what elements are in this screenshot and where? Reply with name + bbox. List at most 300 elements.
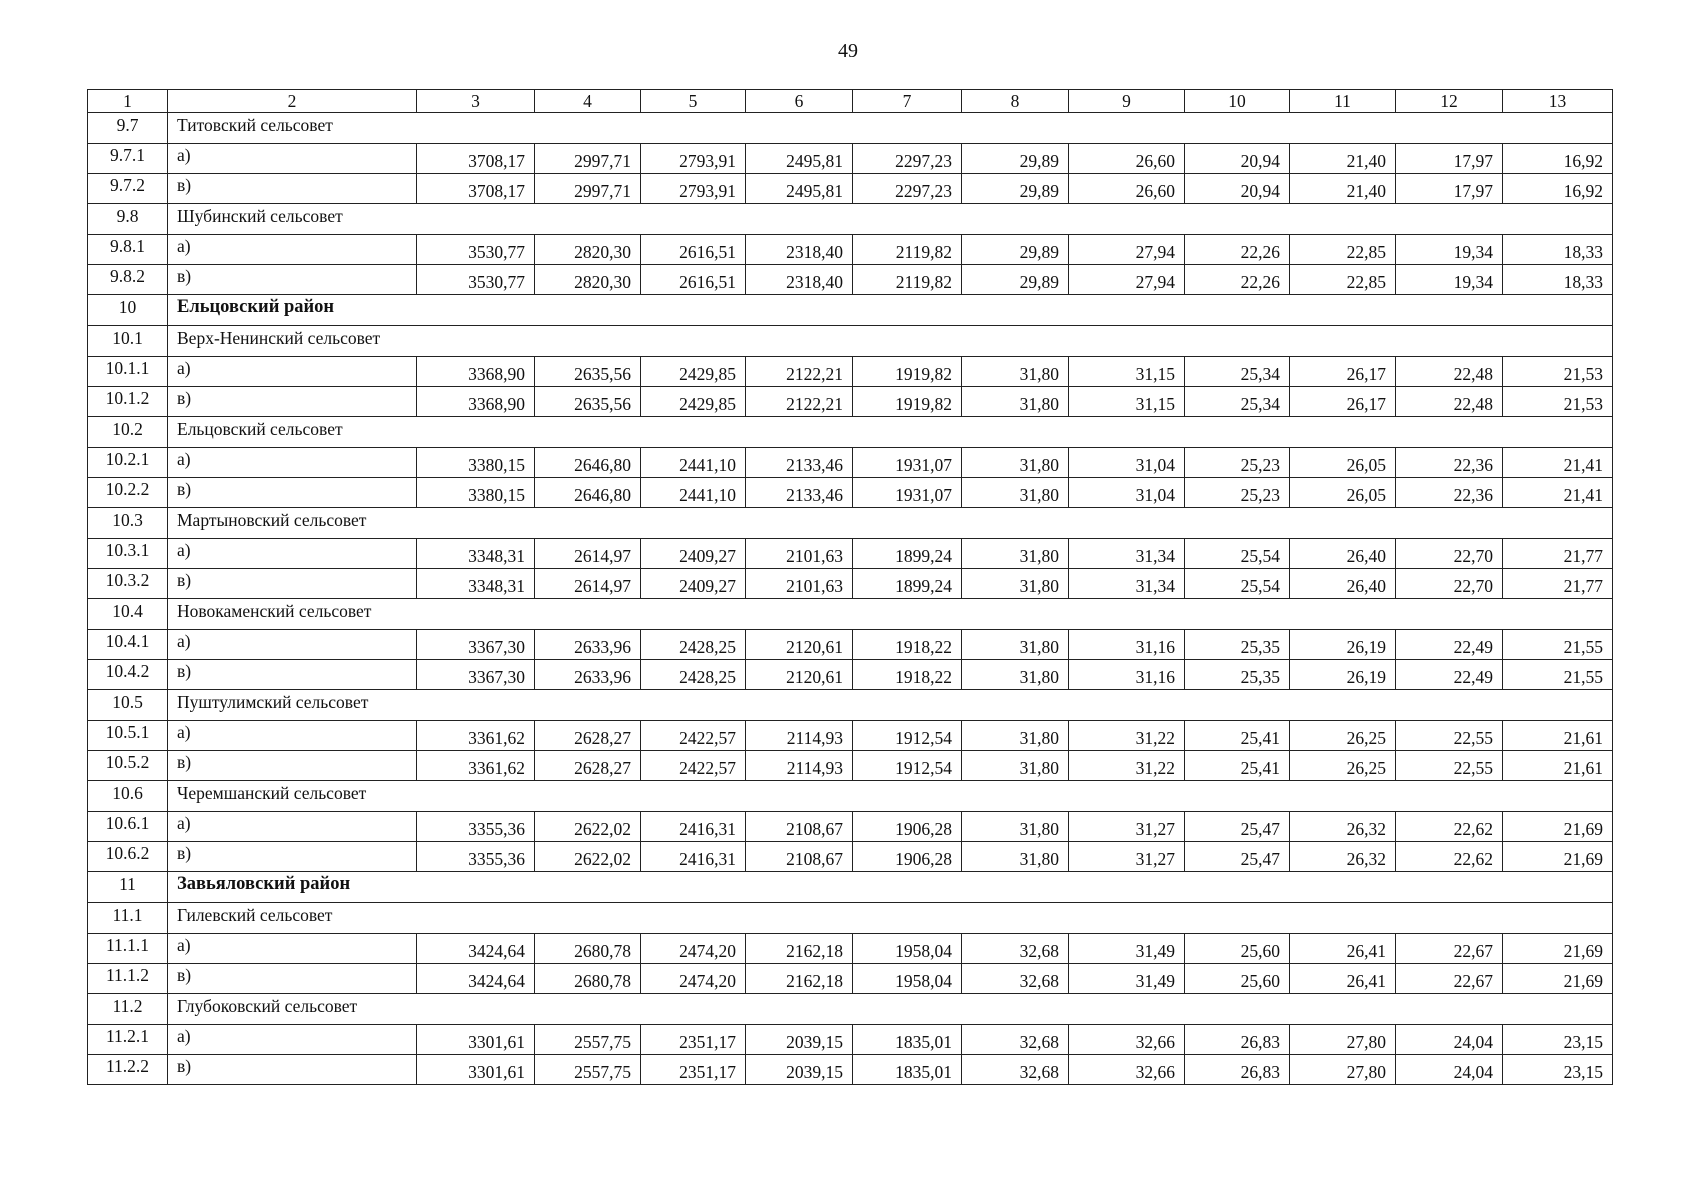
row-label: а) bbox=[168, 235, 417, 265]
table-cell: 1958,04 bbox=[853, 964, 962, 994]
table-cell: 31,49 bbox=[1069, 934, 1185, 964]
table-cell: 2820,30 bbox=[535, 235, 641, 265]
section-name: Шубинский сельсовет bbox=[168, 204, 1613, 235]
table-cell: 29,89 bbox=[962, 144, 1069, 174]
table-cell: 32,66 bbox=[1069, 1055, 1185, 1085]
table-cell: 2429,85 bbox=[641, 357, 746, 387]
table-cell: 16,92 bbox=[1503, 144, 1613, 174]
table-cell: 3355,36 bbox=[417, 812, 535, 842]
table-cell: 3348,31 bbox=[417, 569, 535, 599]
table-cell: 21,55 bbox=[1503, 660, 1613, 690]
table-cell: 2409,27 bbox=[641, 539, 746, 569]
table-cell: 31,04 bbox=[1069, 448, 1185, 478]
row-label: а) bbox=[168, 1025, 417, 1055]
table-cell: 2614,97 bbox=[535, 539, 641, 569]
table-cell: 3355,36 bbox=[417, 842, 535, 872]
table-cell: 27,94 bbox=[1069, 235, 1185, 265]
table-cell: 2119,82 bbox=[853, 265, 962, 295]
table-cell: 23,15 bbox=[1503, 1055, 1613, 1085]
table-cell: 2628,27 bbox=[535, 751, 641, 781]
table-cell: 1835,01 bbox=[853, 1055, 962, 1085]
table-cell: 22,85 bbox=[1290, 265, 1396, 295]
table-cell: 2422,57 bbox=[641, 721, 746, 751]
row-label: в) bbox=[168, 964, 417, 994]
table-cell: 21,53 bbox=[1503, 387, 1613, 417]
column-header: 10 bbox=[1185, 90, 1290, 113]
section-name: Верх-Ненинский сельсовет bbox=[168, 326, 1613, 357]
section-row bbox=[88, 508, 1613, 539]
table-cell: 1912,54 bbox=[853, 721, 962, 751]
table-cell: 3424,64 bbox=[417, 934, 535, 964]
table-row bbox=[88, 478, 1613, 508]
table-cell: 1912,54 bbox=[853, 751, 962, 781]
row-code: 10.4 bbox=[88, 599, 168, 630]
table-cell: 2133,46 bbox=[746, 448, 853, 478]
table-row bbox=[88, 357, 1613, 387]
section-name: Мартыновский сельсовет bbox=[168, 508, 1613, 539]
table-cell: 31,16 bbox=[1069, 660, 1185, 690]
table-row bbox=[88, 660, 1613, 690]
table-row bbox=[88, 448, 1613, 478]
table-cell: 27,80 bbox=[1290, 1055, 1396, 1085]
section-name: Титовский сельсовет bbox=[168, 113, 1613, 144]
table-cell: 2793,91 bbox=[641, 144, 746, 174]
table-cell: 31,80 bbox=[962, 478, 1069, 508]
table-cell: 31,34 bbox=[1069, 539, 1185, 569]
row-label: в) bbox=[168, 265, 417, 295]
table-cell: 18,33 bbox=[1503, 235, 1613, 265]
table-cell: 21,77 bbox=[1503, 569, 1613, 599]
table-cell: 31,15 bbox=[1069, 357, 1185, 387]
row-code: 10.3.1 bbox=[88, 539, 168, 569]
table-cell: 26,41 bbox=[1290, 964, 1396, 994]
table-cell: 21,40 bbox=[1290, 174, 1396, 204]
table-cell: 31,27 bbox=[1069, 842, 1185, 872]
table-cell: 31,04 bbox=[1069, 478, 1185, 508]
table-cell: 3368,90 bbox=[417, 357, 535, 387]
row-code: 10.3 bbox=[88, 508, 168, 539]
table-cell: 25,54 bbox=[1185, 539, 1290, 569]
table-cell: 26,41 bbox=[1290, 934, 1396, 964]
table-cell: 22,36 bbox=[1396, 478, 1503, 508]
table-row bbox=[88, 842, 1613, 872]
table-cell: 21,53 bbox=[1503, 357, 1613, 387]
row-code: 10.1.1 bbox=[88, 357, 168, 387]
table-cell: 3301,61 bbox=[417, 1025, 535, 1055]
row-code: 10.2.1 bbox=[88, 448, 168, 478]
table-cell: 19,34 bbox=[1396, 235, 1503, 265]
table-cell: 2039,15 bbox=[746, 1055, 853, 1085]
row-code: 10.2.2 bbox=[88, 478, 168, 508]
table-cell: 2351,17 bbox=[641, 1025, 746, 1055]
table-cell: 2133,46 bbox=[746, 478, 853, 508]
column-header: 4 bbox=[535, 90, 641, 113]
table-cell: 3361,62 bbox=[417, 751, 535, 781]
table-cell: 2616,51 bbox=[641, 235, 746, 265]
table-cell: 26,25 bbox=[1290, 751, 1396, 781]
table-cell: 22,55 bbox=[1396, 751, 1503, 781]
table-cell: 26,17 bbox=[1290, 387, 1396, 417]
column-header: 5 bbox=[641, 90, 746, 113]
table-cell: 2297,23 bbox=[853, 144, 962, 174]
table-cell: 25,54 bbox=[1185, 569, 1290, 599]
table-cell: 2297,23 bbox=[853, 174, 962, 204]
table-cell: 24,04 bbox=[1396, 1055, 1503, 1085]
table-cell: 1918,22 bbox=[853, 630, 962, 660]
table-cell: 25,60 bbox=[1185, 964, 1290, 994]
section-row bbox=[88, 994, 1613, 1025]
table-cell: 2122,21 bbox=[746, 357, 853, 387]
table-cell: 2495,81 bbox=[746, 144, 853, 174]
section-row bbox=[88, 781, 1613, 812]
row-label: а) bbox=[168, 448, 417, 478]
row-code: 10.1 bbox=[88, 326, 168, 357]
table-cell: 25,47 bbox=[1185, 812, 1290, 842]
column-header: 1 bbox=[88, 90, 168, 113]
table-cell: 21,41 bbox=[1503, 478, 1613, 508]
section-name: Ельцовский сельсовет bbox=[168, 417, 1613, 448]
table-cell: 2997,71 bbox=[535, 174, 641, 204]
table-cell: 2039,15 bbox=[746, 1025, 853, 1055]
table-row bbox=[88, 812, 1613, 842]
row-code: 10.5 bbox=[88, 690, 168, 721]
row-label: в) bbox=[168, 174, 417, 204]
table-cell: 2628,27 bbox=[535, 721, 641, 751]
table-cell: 31,80 bbox=[962, 751, 1069, 781]
table-cell: 1835,01 bbox=[853, 1025, 962, 1055]
table-cell: 2108,67 bbox=[746, 812, 853, 842]
table-cell: 21,69 bbox=[1503, 842, 1613, 872]
section-name: Пуштулимский сельсовет bbox=[168, 690, 1613, 721]
district-row bbox=[88, 872, 1613, 903]
table-cell: 2162,18 bbox=[746, 934, 853, 964]
page-number: 49 bbox=[838, 40, 858, 62]
table-cell: 31,80 bbox=[962, 721, 1069, 751]
table-cell: 31,22 bbox=[1069, 721, 1185, 751]
table-cell: 26,25 bbox=[1290, 721, 1396, 751]
row-label: в) bbox=[168, 751, 417, 781]
table-cell: 31,22 bbox=[1069, 751, 1185, 781]
table-cell: 31,34 bbox=[1069, 569, 1185, 599]
row-code: 9.7.2 bbox=[88, 174, 168, 204]
table-row bbox=[88, 964, 1613, 994]
column-number-header-row bbox=[88, 90, 1613, 113]
table-cell: 26,19 bbox=[1290, 660, 1396, 690]
row-code: 10.6.1 bbox=[88, 812, 168, 842]
table-cell: 25,60 bbox=[1185, 934, 1290, 964]
column-header: 9 bbox=[1069, 90, 1185, 113]
table-cell: 31,27 bbox=[1069, 812, 1185, 842]
table-cell: 2422,57 bbox=[641, 751, 746, 781]
table-cell: 22,67 bbox=[1396, 964, 1503, 994]
row-label: в) bbox=[168, 842, 417, 872]
table-cell: 21,40 bbox=[1290, 144, 1396, 174]
table-cell: 2622,02 bbox=[535, 842, 641, 872]
row-label: а) bbox=[168, 630, 417, 660]
table-cell: 2997,71 bbox=[535, 144, 641, 174]
table-cell: 1918,22 bbox=[853, 660, 962, 690]
table-cell: 2557,75 bbox=[535, 1055, 641, 1085]
table-cell: 3530,77 bbox=[417, 265, 535, 295]
table-cell: 26,83 bbox=[1185, 1055, 1290, 1085]
table-cell: 27,80 bbox=[1290, 1025, 1396, 1055]
section-row bbox=[88, 903, 1613, 934]
table-cell: 1906,28 bbox=[853, 812, 962, 842]
row-code: 10.5.1 bbox=[88, 721, 168, 751]
table-cell: 2416,31 bbox=[641, 812, 746, 842]
row-label: а) bbox=[168, 812, 417, 842]
row-code: 11.2.2 bbox=[88, 1055, 168, 1085]
table-cell: 25,23 bbox=[1185, 478, 1290, 508]
table-cell: 21,61 bbox=[1503, 721, 1613, 751]
table-cell: 32,68 bbox=[962, 934, 1069, 964]
table-cell: 2429,85 bbox=[641, 387, 746, 417]
table-cell: 26,17 bbox=[1290, 357, 1396, 387]
table-cell: 19,34 bbox=[1396, 265, 1503, 295]
table-cell: 31,16 bbox=[1069, 630, 1185, 660]
section-name: Глубоковский сельсовет bbox=[168, 994, 1613, 1025]
table-cell: 2474,20 bbox=[641, 934, 746, 964]
table-cell: 22,49 bbox=[1396, 630, 1503, 660]
section-name: Новокаменский сельсовет bbox=[168, 599, 1613, 630]
district-name: Завьяловский район bbox=[168, 872, 1613, 903]
table-cell: 26,60 bbox=[1069, 174, 1185, 204]
table-cell: 2428,25 bbox=[641, 630, 746, 660]
row-code: 10.3.2 bbox=[88, 569, 168, 599]
section-row bbox=[88, 326, 1613, 357]
table-cell: 2680,78 bbox=[535, 964, 641, 994]
table-cell: 3367,30 bbox=[417, 660, 535, 690]
column-header: 7 bbox=[853, 90, 962, 113]
table-cell: 2318,40 bbox=[746, 235, 853, 265]
table-cell: 26,32 bbox=[1290, 812, 1396, 842]
table-cell: 3348,31 bbox=[417, 539, 535, 569]
table-cell: 16,92 bbox=[1503, 174, 1613, 204]
table-row bbox=[88, 721, 1613, 751]
row-label: а) bbox=[168, 721, 417, 751]
table-cell: 1931,07 bbox=[853, 478, 962, 508]
table-cell: 25,47 bbox=[1185, 842, 1290, 872]
table-cell: 26,19 bbox=[1290, 630, 1396, 660]
section-row bbox=[88, 599, 1613, 630]
table-cell: 1919,82 bbox=[853, 387, 962, 417]
table-cell: 26,40 bbox=[1290, 539, 1396, 569]
table-cell: 22,49 bbox=[1396, 660, 1503, 690]
column-header: 13 bbox=[1503, 90, 1613, 113]
table-cell: 32,68 bbox=[962, 1055, 1069, 1085]
table-cell: 2474,20 bbox=[641, 964, 746, 994]
row-code: 10.2 bbox=[88, 417, 168, 448]
column-header: 11 bbox=[1290, 90, 1396, 113]
table-cell: 2162,18 bbox=[746, 964, 853, 994]
section-row bbox=[88, 204, 1613, 235]
table-cell: 3380,15 bbox=[417, 478, 535, 508]
table-cell: 3367,30 bbox=[417, 630, 535, 660]
column-header: 3 bbox=[417, 90, 535, 113]
table-cell: 1899,24 bbox=[853, 539, 962, 569]
table-row bbox=[88, 539, 1613, 569]
row-code: 10.6 bbox=[88, 781, 168, 812]
table-cell: 21,77 bbox=[1503, 539, 1613, 569]
table-cell: 27,94 bbox=[1069, 265, 1185, 295]
table-cell: 2101,63 bbox=[746, 539, 853, 569]
table-cell: 23,15 bbox=[1503, 1025, 1613, 1055]
table-cell: 22,26 bbox=[1185, 235, 1290, 265]
table-row bbox=[88, 144, 1613, 174]
table-cell: 17,97 bbox=[1396, 174, 1503, 204]
table-cell: 2119,82 bbox=[853, 235, 962, 265]
table-cell: 17,97 bbox=[1396, 144, 1503, 174]
table-cell: 1958,04 bbox=[853, 934, 962, 964]
table-cell: 25,23 bbox=[1185, 448, 1290, 478]
row-code: 10.5.2 bbox=[88, 751, 168, 781]
table-cell: 29,89 bbox=[962, 235, 1069, 265]
table-cell: 21,69 bbox=[1503, 964, 1613, 994]
row-code: 11.2.1 bbox=[88, 1025, 168, 1055]
table-row bbox=[88, 1055, 1613, 1085]
row-code: 10.6.2 bbox=[88, 842, 168, 872]
row-label: в) bbox=[168, 1055, 417, 1085]
row-code: 9.8.2 bbox=[88, 265, 168, 295]
table-cell: 3424,64 bbox=[417, 964, 535, 994]
table-cell: 2441,10 bbox=[641, 448, 746, 478]
section-name: Гилевский сельсовет bbox=[168, 903, 1613, 934]
table-cell: 2318,40 bbox=[746, 265, 853, 295]
row-label: в) bbox=[168, 569, 417, 599]
row-label: а) bbox=[168, 539, 417, 569]
section-row bbox=[88, 690, 1613, 721]
section-row bbox=[88, 113, 1613, 144]
row-code: 11.1 bbox=[88, 903, 168, 934]
table-cell: 26,05 bbox=[1290, 448, 1396, 478]
table-cell: 1899,24 bbox=[853, 569, 962, 599]
table-cell: 2635,56 bbox=[535, 387, 641, 417]
table-cell: 22,62 bbox=[1396, 842, 1503, 872]
table-cell: 2646,80 bbox=[535, 478, 641, 508]
table-cell: 22,48 bbox=[1396, 357, 1503, 387]
table-cell: 1919,82 bbox=[853, 357, 962, 387]
table-cell: 2793,91 bbox=[641, 174, 746, 204]
table-cell: 2108,67 bbox=[746, 842, 853, 872]
table-row bbox=[88, 235, 1613, 265]
row-label: в) bbox=[168, 478, 417, 508]
table-cell: 31,15 bbox=[1069, 387, 1185, 417]
table-cell: 2646,80 bbox=[535, 448, 641, 478]
table-cell: 22,26 bbox=[1185, 265, 1290, 295]
table-cell: 21,41 bbox=[1503, 448, 1613, 478]
row-code: 10 bbox=[88, 295, 168, 326]
row-code: 9.8.1 bbox=[88, 235, 168, 265]
table-row bbox=[88, 265, 1613, 295]
table-cell: 2495,81 bbox=[746, 174, 853, 204]
row-code: 10.4.2 bbox=[88, 660, 168, 690]
table-cell: 21,69 bbox=[1503, 934, 1613, 964]
table-cell: 26,40 bbox=[1290, 569, 1396, 599]
table-cell: 1931,07 bbox=[853, 448, 962, 478]
table-cell: 26,60 bbox=[1069, 144, 1185, 174]
table-row bbox=[88, 1025, 1613, 1055]
table-row bbox=[88, 751, 1613, 781]
table-cell: 26,32 bbox=[1290, 842, 1396, 872]
table-cell: 3708,17 bbox=[417, 174, 535, 204]
table-cell: 22,55 bbox=[1396, 721, 1503, 751]
row-code: 11.1.1 bbox=[88, 934, 168, 964]
table-cell: 2680,78 bbox=[535, 934, 641, 964]
table-row bbox=[88, 934, 1613, 964]
table-cell: 22,70 bbox=[1396, 539, 1503, 569]
tariff-table bbox=[87, 89, 1613, 1085]
column-header: 6 bbox=[746, 90, 853, 113]
table-row bbox=[88, 387, 1613, 417]
table-cell: 3368,90 bbox=[417, 387, 535, 417]
table-cell: 32,68 bbox=[962, 1025, 1069, 1055]
row-label: а) bbox=[168, 144, 417, 174]
table-cell: 26,05 bbox=[1290, 478, 1396, 508]
table-cell: 2820,30 bbox=[535, 265, 641, 295]
table-cell: 1906,28 bbox=[853, 842, 962, 872]
table-cell: 2428,25 bbox=[641, 660, 746, 690]
table-cell: 25,34 bbox=[1185, 357, 1290, 387]
table-cell: 2416,31 bbox=[641, 842, 746, 872]
table-cell: 25,35 bbox=[1185, 660, 1290, 690]
table-row bbox=[88, 174, 1613, 204]
table-cell: 31,80 bbox=[962, 630, 1069, 660]
table-cell: 2101,63 bbox=[746, 569, 853, 599]
table-cell: 2633,96 bbox=[535, 660, 641, 690]
table-cell: 32,66 bbox=[1069, 1025, 1185, 1055]
table-cell: 3361,62 bbox=[417, 721, 535, 751]
table-cell: 3530,77 bbox=[417, 235, 535, 265]
table-cell: 3708,17 bbox=[417, 144, 535, 174]
row-code: 9.7 bbox=[88, 113, 168, 144]
table-cell: 25,41 bbox=[1185, 751, 1290, 781]
table-cell: 3380,15 bbox=[417, 448, 535, 478]
table-cell: 31,80 bbox=[962, 357, 1069, 387]
table-cell: 22,85 bbox=[1290, 235, 1396, 265]
table-cell: 21,69 bbox=[1503, 812, 1613, 842]
table-cell: 22,70 bbox=[1396, 569, 1503, 599]
table-cell: 2614,97 bbox=[535, 569, 641, 599]
table-cell: 21,55 bbox=[1503, 630, 1613, 660]
row-label: в) bbox=[168, 387, 417, 417]
table-cell: 24,04 bbox=[1396, 1025, 1503, 1055]
table-cell: 2441,10 bbox=[641, 478, 746, 508]
table-cell: 31,49 bbox=[1069, 964, 1185, 994]
table-cell: 25,41 bbox=[1185, 721, 1290, 751]
table-cell: 22,67 bbox=[1396, 934, 1503, 964]
table-cell: 32,68 bbox=[962, 964, 1069, 994]
table-cell: 20,94 bbox=[1185, 144, 1290, 174]
row-code: 10.4.1 bbox=[88, 630, 168, 660]
table-cell: 2122,21 bbox=[746, 387, 853, 417]
table-cell: 31,80 bbox=[962, 448, 1069, 478]
row-label: а) bbox=[168, 357, 417, 387]
table-cell: 2114,93 bbox=[746, 751, 853, 781]
table-cell: 2114,93 bbox=[746, 721, 853, 751]
table-row bbox=[88, 569, 1613, 599]
table-cell: 22,48 bbox=[1396, 387, 1503, 417]
column-header: 12 bbox=[1396, 90, 1503, 113]
table-cell: 29,89 bbox=[962, 174, 1069, 204]
table-cell: 21,61 bbox=[1503, 751, 1613, 781]
table-cell: 2120,61 bbox=[746, 630, 853, 660]
table-cell: 31,80 bbox=[962, 842, 1069, 872]
section-name: Черемшанский сельсовет bbox=[168, 781, 1613, 812]
table-cell: 18,33 bbox=[1503, 265, 1613, 295]
district-name: Ельцовский район bbox=[168, 295, 1613, 326]
table-cell: 22,62 bbox=[1396, 812, 1503, 842]
column-header: 8 bbox=[962, 90, 1069, 113]
